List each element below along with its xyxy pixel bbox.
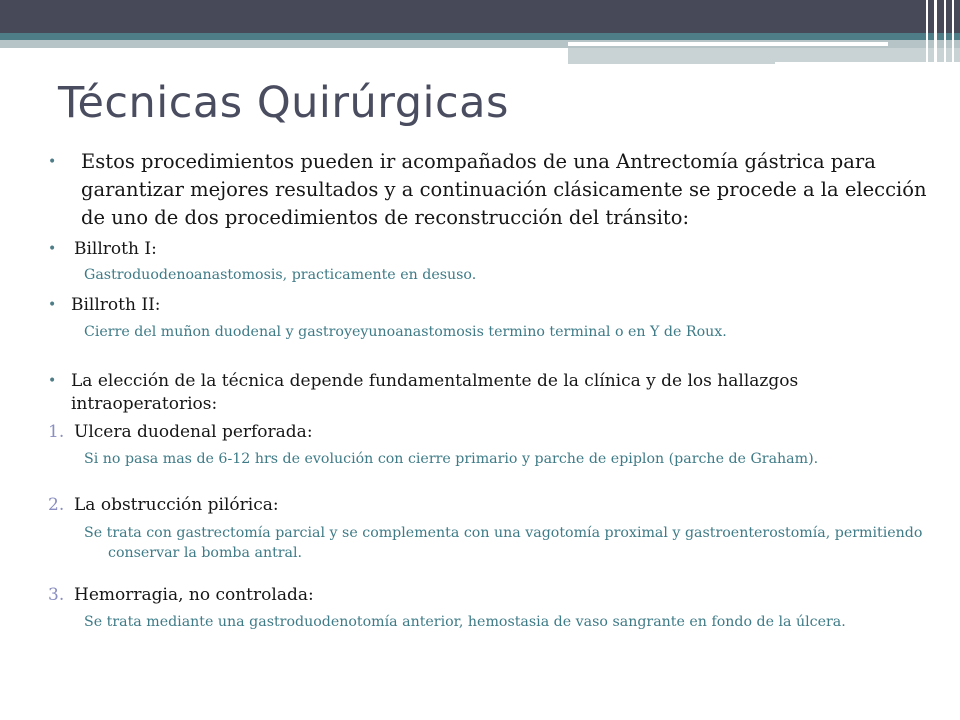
item-number: 2. — [48, 495, 65, 515]
item-label: Hemorragia, no controlada: — [74, 585, 314, 605]
header-vertical-lines — [922, 0, 960, 64]
slide-body — [48, 148, 938, 632]
bullet-icon: • — [48, 297, 57, 313]
bullet-billroth-1 — [48, 238, 938, 261]
item-number: 3. — [48, 585, 65, 605]
bullet-icon: • — [48, 241, 57, 257]
numbered-item-2 — [48, 494, 938, 517]
bullet-intro — [48, 148, 938, 232]
bullet-icon: • — [48, 373, 57, 389]
item-2-detail: Se trata con gastrectomía parcial y se complementa con una vagotomía proximal y gastroenterostomía, permitiendo conservar la bomba antral. — [84, 525, 923, 561]
header-white-line — [568, 42, 888, 46]
item-label: La obstrucción pilórica: — [74, 495, 279, 515]
billroth-2-label: Billroth II: — [71, 295, 161, 315]
item-label: Ulcera duodenal perforada: — [74, 422, 313, 442]
bullet-billroth-2 — [48, 294, 938, 317]
eleccion-text: La elección de la técnica depende fundamentalmente de la clínica y de los hallazgos intraoperatorios: — [71, 371, 799, 414]
billroth-1-detail: Gastroduodenoanastomosis, practicamente en desuso. — [84, 267, 477, 283]
billroth-2-detail: Cierre del muñon duodenal y gastroyeyunoanastomosis termino terminal o en Y de Roux. — [84, 324, 727, 340]
item-number: 1. — [48, 422, 65, 442]
billroth-1-label: Billroth I: — [74, 239, 157, 259]
header-accent-stripe — [0, 33, 960, 40]
numbered-item-3 — [48, 584, 938, 607]
header-band — [0, 0, 960, 33]
numbered-item-1 — [48, 421, 938, 444]
intro-text: Estos procedimientos pueden ir acompañados de una Antrectomía gástrica para garantizar mejores resultados y a continuación clásicamente se procede a la elección de uno de dos procedimientos de reconstrucción del tránsito: — [81, 150, 927, 229]
item-3-detail: Se trata mediante una gastroduodenotomía anterior, hemostasia de vaso sangrante en fondo de la úlcera. — [84, 614, 846, 630]
bullet-eleccion — [48, 370, 938, 416]
slide-title: Técnicas Quirúrgicas — [58, 78, 509, 128]
item-1-detail: Si no pasa mas de 6-12 hrs de evolución con cierre primario y parche de epiplon (parche de Graham). — [84, 451, 819, 467]
bullet-icon: • — [48, 154, 57, 170]
